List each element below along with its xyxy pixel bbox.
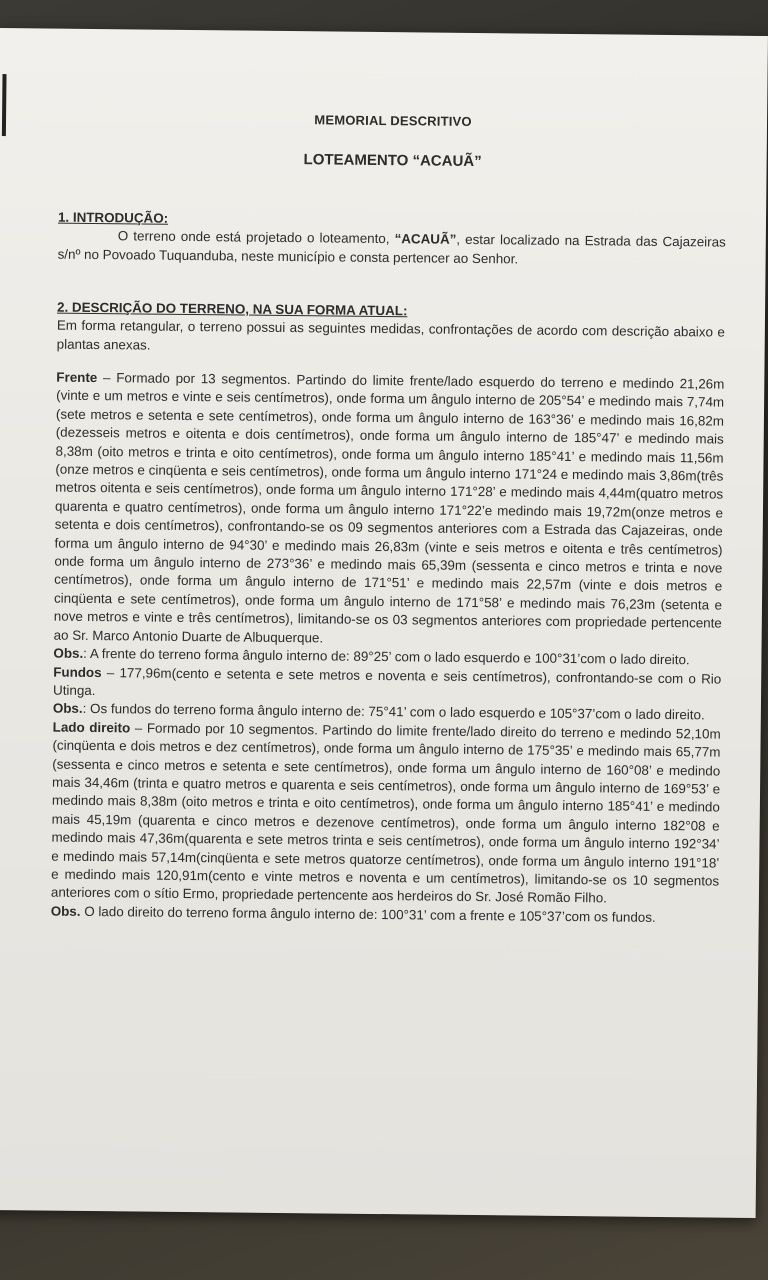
fundos-text: – 177,96m(cento e setenta e sete metros e noventa e seis centímetros), confrontando-se com o Rio Utinga.	[52, 664, 722, 698]
lado-direito-paragraph	[51, 718, 721, 909]
section1-paragraph	[58, 227, 726, 271]
obs1-text: : A frente do terreno forma ângulo interno de: 89°25’ com o lado esquerdo e 100°31’com o lado direito.	[83, 645, 690, 668]
frente-text: – Formado por 13 segmentos. Partindo do limite frente/lado esquerdo do terreno e medindo 21,26m (vinte e um metros e vinte e seis centímetros), onde forma um ângulo interno de 205°54’ e medindo mais 7,74m (sete metros e setenta e sete centímetros), onde forma um ângulo interno de 163°36’ e medindo mais 16,82m (dezesseis metros e oitenta e dois centímetros), onde forma um ângulo interno de 185°47’ e medindo mais 8,38m (oito metros e trinta e oito centímetros), onde forma um ângulo interno 185°41’ e medindo mais 11,56m (onze metros e cinqüenta e seis centímetros), onde forma um ângulo interno 171°24 e medindo mais 3,86m(três metros oitenta e seis centímetros), onde forma um ângulo interno 171°28’ e medindo mais 4,44m(quatro metros quarenta e quatro centímetros), onde forma um ângulo interno 171°22’e medindo mais 19,72m(onze metros e setenta e dois centímetros), confrontando-se os 09 segmentos anteriores com a Estrada das Cajazeiras, onde forma um ângulo interno de 94°30’ e medindo mais 26,83m (vinte e seis metros e oitenta e três centímetros) onde forma um ângulo interno de 273°36’ e medindo mais 65,39m (sessenta e cinco metros e trinta e nove centímetros), onde forma um ângulo interno de 171°51’ e medindo mais 22,57m (vinte e dois metros e cinqüenta e sete centímetros), onde forma um ângulo interno de 171°58’ e medindo mais 76,23m (setenta e nove metros e vinte e três centímetros), limitando-se os 03 segmentos anteriores com propriedade pertencente ao Sr. Marco Antonio Duarte de Albuquerque.	[53, 370, 725, 646]
section-descricao	[57, 299, 726, 361]
obs1-label: Obs.	[53, 645, 84, 661]
section-introducao	[58, 209, 727, 271]
section1-name: “ACAUÃ”	[394, 231, 457, 248]
lado-direito-label: Lado direito	[52, 719, 131, 736]
lado-direito-text: – Formado por 10 segmentos. Partindo do limite frente/lado direito do terreno e medindo 52,10m (cinqüenta e dois metros e dez centímetros), onde forma um ângulo interno de 175°35’ e medindo mais 65,77m (sessenta e cinco metros e setenta e sete centímetros), onde forma um ângulo interno de 160°08’ e medindo mais 34,46m (trinta e quatro metros e quarenta e seis centímetros), onde forma um ângulo interno de 169°53’ e medindo mais 8,38m (oito metros e trinta e oito centímetros), onde forma um ângulo interno 185°41’ e medindo mais 45,19m (quarenta e cinco metros e dezenove centímetros), onde forma um ângulo interno 182°08 e medindo mais 47,36m(quarenta e sete metros trinta e seis centímetros), onde forma um ângulo interno 192°34’ e medindo mais 57,14m(cinqüenta e sete metros quatorze centímetros), onde forma um ângulo interno 191°18’ e medindo mais 120,91m(cento e vinte metros e noventa e um centímetros), limitando-se os 10 segmentos anteriores com o sítio Ermo, propriedade pertencente aos herdeiros do Sr. José Romão Filho.	[50, 720, 721, 906]
document-subtitle: LOTEAMENTO “ACAUÃ”	[303, 151, 482, 171]
description-body	[51, 369, 725, 928]
section1-text-b: , estar localizado na Estrada das Cajazeiras s/nº no Povoado Tuquanduba, neste município e consta pertencer ao Senhor.	[57, 232, 726, 267]
obs3-label: Obs.	[50, 903, 81, 919]
edge-mark	[2, 74, 7, 136]
section2-heading: 2. DESCRIÇÃO DO TERRENO, NA SUA FORMA ATUAL:	[57, 299, 408, 319]
section1-text-a: O terreno onde está projetado o loteamento,	[117, 228, 395, 247]
obs3-text: O lado direito do terreno forma ângulo interno de: 100°31’ com a frente e 105°37’com os fundos.	[80, 903, 656, 925]
obs2-label: Obs.	[52, 700, 83, 717]
obs2-text: : Os fundos do terreno forma ângulo interno de: 75°41’ com o lado esquerdo e 105°37’com o lado direito.	[82, 701, 705, 723]
frente-label: Frente	[56, 369, 98, 386]
section1-heading: 1. INTRODUÇÃO:	[57, 209, 169, 226]
document-title: MEMORIAL DESCRITIVO	[314, 112, 472, 129]
document-page	[0, 28, 768, 1218]
frente-paragraph	[54, 369, 725, 652]
document-content	[50, 29, 728, 925]
fundos-label: Fundos	[53, 664, 102, 680]
section2-intro: Em forma retangular, o terreno possui as seguintes medidas, confrontações de acordo com descrição abaixo e plantas anexas.	[56, 318, 725, 353]
